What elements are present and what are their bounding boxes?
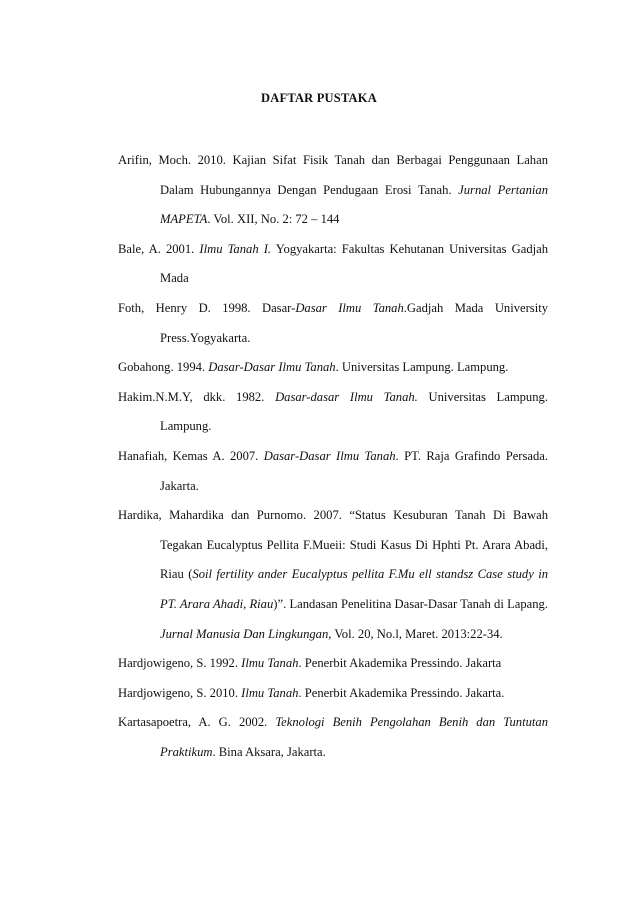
reference-entry — [118, 383, 548, 442]
reference-text: Hardjowigeno, S. 1992. — [118, 656, 242, 671]
reference-text: Bale, A. 2001. — [118, 241, 200, 256]
reference-text: )”. Landasan Penelitina Dasar-Dasar Tanah di Lapang. — [273, 596, 548, 611]
reference-entry — [118, 679, 548, 709]
reference-italic-text: Dasar-Dasar Ilmu Tanah — [208, 360, 336, 375]
reference-entry — [118, 708, 548, 767]
reference-text: , Vol. 20, No.l, Maret. 2013:22-34. — [328, 626, 503, 641]
reference-italic-text: Ilmu Tanah I. — [199, 241, 272, 256]
reference-italic-text: Dasar Ilmu Tanah — [295, 300, 404, 315]
reference-italic-text: Teknologi Benih Pengolahan Benih dan Tuntutan Praktikum — [160, 715, 548, 759]
reference-text: Hardika, Mahardika dan Purnomo. 2007. “Status Kesuburan Tanah Di Bawah Tegakan Eucalyptus Pellita F.Mueii: Studi Kasus Di Hphti Pt. Arara Abadi, Riau ( — [118, 508, 548, 582]
reference-italic-text: Ilmu Tanah — [241, 685, 299, 700]
reference-text: Hardjowigeno, S. 2010. — [118, 685, 242, 700]
reference-text: Arifin, Moch. 2010. Kajian Sifat Fisik Tanah dan Berbagai Penggunaan Lahan Dalam Hubungannya Dengan Pendugaan Erosi Tanah. — [118, 153, 548, 197]
reference-text: . Vol. XII, No. 2: 72 – 144 — [207, 212, 340, 227]
reference-italic-text: Jurnal Manusia Dan Lingkungan — [160, 626, 329, 641]
reference-text: .Gadjah Mada University Press.Yogyakarta. — [160, 300, 548, 345]
reference-entry — [118, 442, 548, 501]
reference-italic-text: Dasar-Dasar Ilmu Tanah — [263, 448, 396, 463]
reference-text: Kartasapoetra, A. G. 2002. — [118, 715, 276, 730]
reference-entry — [118, 353, 548, 383]
reference-text: Hanafiah, Kemas A. 2007. — [118, 448, 264, 463]
reference-italic-text: Dasar-dasar Ilmu Tanah. — [275, 389, 418, 404]
reference-list — [118, 146, 548, 767]
reference-italic-text: Jurnal Pertanian MAPETA — [160, 182, 548, 227]
page-title: DAFTAR PUSTAKA — [261, 91, 377, 105]
reference-text: Hakim.N.M.Y, dkk. 1982. — [118, 389, 276, 404]
reference-text: . Universitas Lampung. Lampung. — [335, 360, 509, 375]
reference-text: . Penerbit Akademika Pressindo. Jakarta — [298, 656, 502, 671]
reference-text: . Penerbit Akademika Pressindo. Jakarta. — [298, 685, 505, 700]
reference-text: Gobahong. 1994. — [118, 360, 209, 375]
reference-text: Foth, Henry D. 1998. Dasar- — [118, 300, 296, 315]
reference-text: . PT. Raja Grafindo Persada. Jakarta. — [160, 448, 549, 493]
reference-text: Universitas Lampung. Lampung. — [160, 389, 548, 434]
reference-entry — [118, 649, 548, 679]
reference-entry — [118, 294, 548, 353]
reference-entry — [118, 146, 548, 235]
reference-entry — [118, 501, 548, 649]
reference-italic-text: Ilmu Tanah — [241, 656, 299, 671]
reference-text: . Bina Aksara, Jakarta. — [212, 744, 326, 759]
reference-entry — [118, 235, 548, 294]
reference-text: Yogyakarta: Fakultas Kehutanan Universitas Gadjah Mada — [160, 241, 548, 286]
reference-italic-text: Soil fertility ander Eucalyptus pellita F.Mu ell standsz Case study in PT. Arara Ahadi, Riau — [160, 567, 548, 611]
